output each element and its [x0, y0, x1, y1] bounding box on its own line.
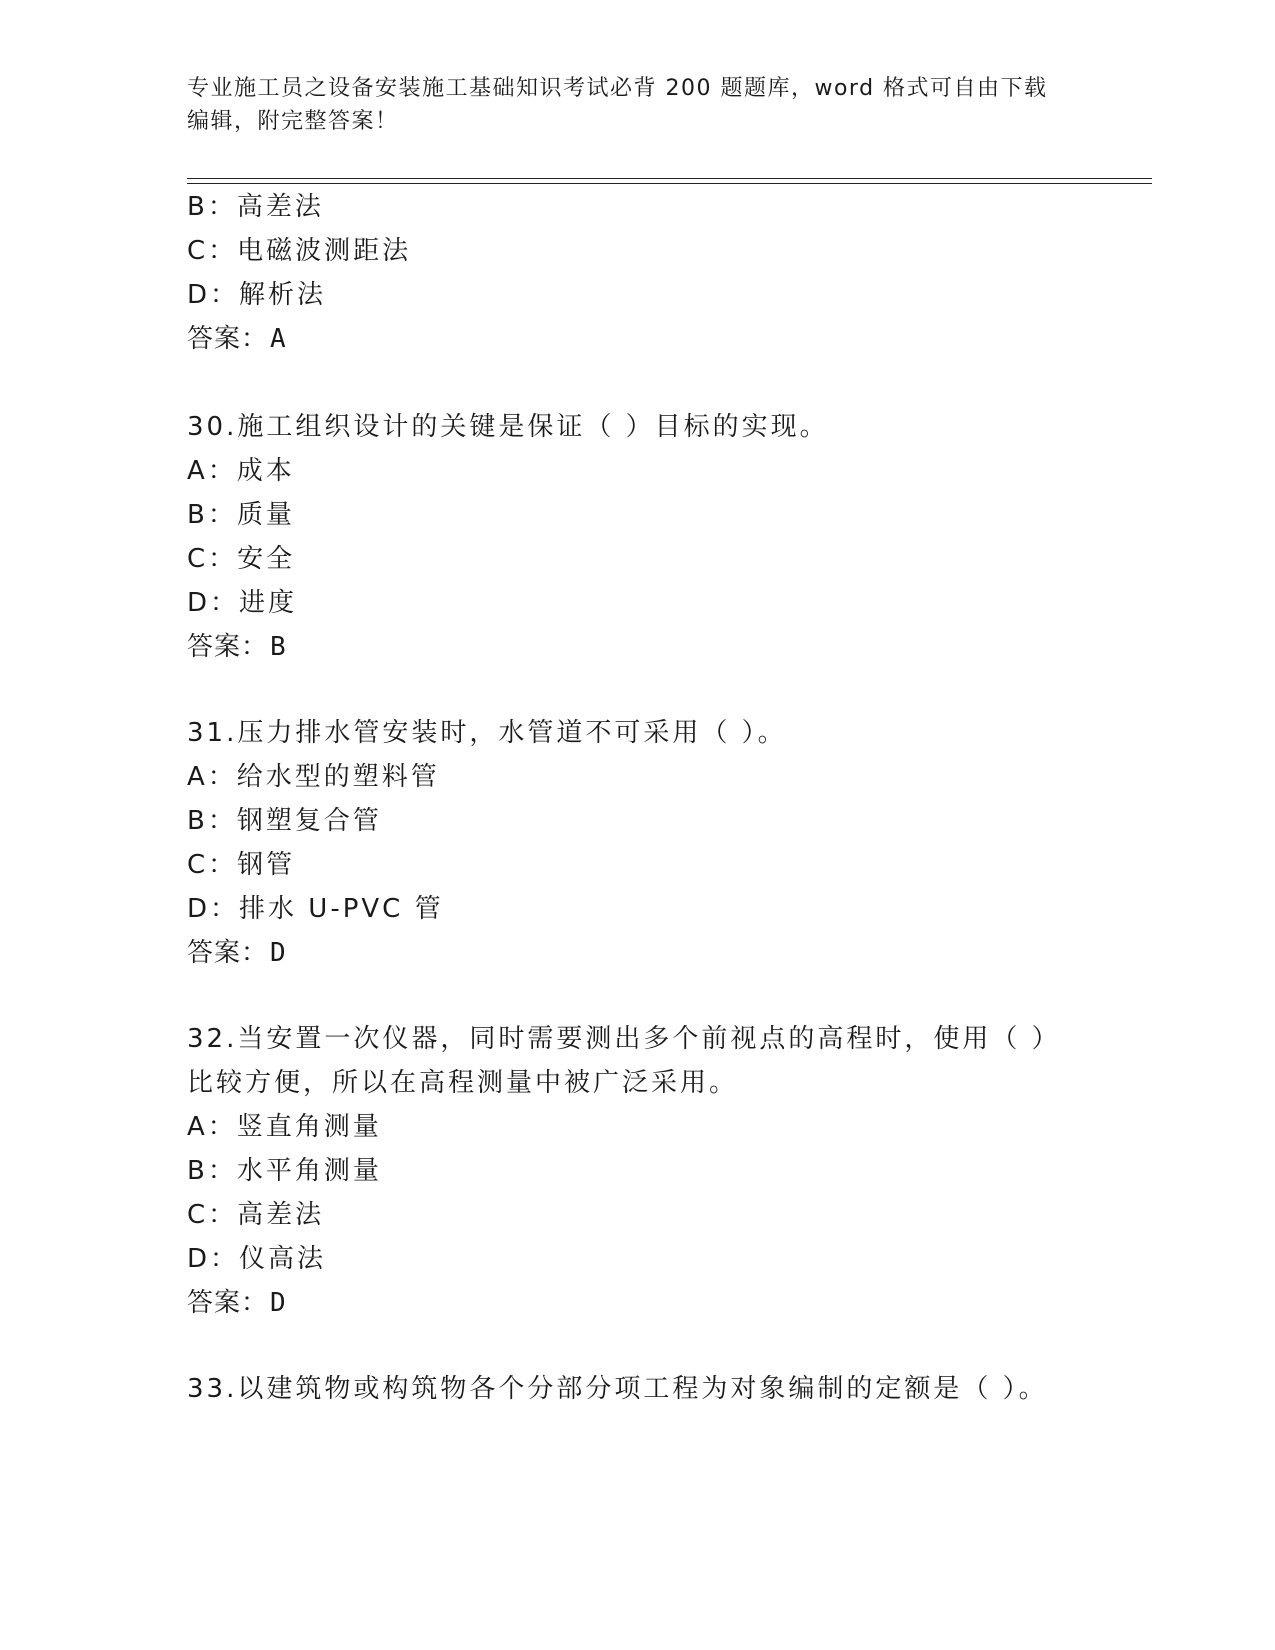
question-32-option-b: B：水平角测量 — [187, 1156, 382, 1186]
question-31-option-c: C：钢管 — [187, 850, 296, 880]
question-31-stem: 31.压力排水管安装时，水管道不可采用（ ）。 — [187, 718, 787, 748]
question-30-option-c: C：安全 — [187, 544, 296, 574]
option-b: B：高差法 — [187, 192, 324, 222]
header-line-2: 编辑，附完整答案！ — [187, 109, 399, 134]
document-header — [187, 72, 1087, 138]
question-32-option-a: A：竖直角测量 — [187, 1112, 382, 1142]
question-32-stem-line-2: 比较方便，所以在高程测量中被广泛采用。 — [187, 1068, 739, 1098]
header-line-1: 专业施工员之设备安装施工基础知识考试必背 200 题题库，word 格式可自由下载 — [187, 76, 1048, 101]
question-30-option-d: D：进度 — [187, 588, 298, 618]
option-c: C：电磁波测距法 — [187, 236, 412, 266]
question-31-option-d: D：排水 U-PVC 管 — [187, 894, 444, 924]
question-32-option-c: C：高差法 — [187, 1200, 325, 1230]
question-32-answer: 答案：D — [187, 1288, 287, 1318]
question-30-stem: 30.施工组织设计的关键是保证（ ）目标的实现。 — [187, 412, 829, 442]
header-divider-top — [187, 178, 1152, 179]
question-31-option-b: B：钢塑复合管 — [187, 806, 382, 836]
header-divider-bottom — [187, 183, 1152, 184]
question-32-stem-line-1: 32.当安置一次仪器，同时需要测出多个前视点的高程时，使用（ ） — [187, 1024, 1061, 1054]
question-33-stem: 33.以建筑物或构筑物各个分部分项工程为对象编制的定额是（ ）。 — [187, 1374, 1048, 1404]
question-31-answer: 答案：D — [187, 938, 287, 968]
question-30-answer: 答案：B — [187, 632, 287, 662]
question-31-option-a: A：给水型的塑料管 — [187, 762, 440, 792]
option-d: D：解析法 — [187, 280, 327, 310]
question-32-option-d: D：仪高法 — [187, 1244, 327, 1274]
answer: 答案：A — [187, 324, 287, 354]
question-30-option-a: A：成本 — [187, 456, 295, 486]
question-30-option-b: B：质量 — [187, 500, 295, 530]
